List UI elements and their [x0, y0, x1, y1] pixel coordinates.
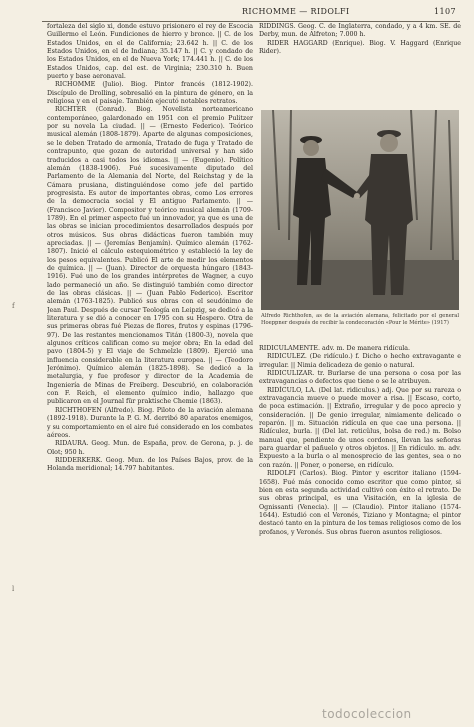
entry-paragraph: RIDAURA. Geog. Mun. de España, prov. de Gerona, p. j. de Olot; 950 h. — [47, 440, 253, 456]
running-title: RICHOMME — RIDOLFI — [242, 7, 350, 16]
officers-photo-image — [261, 110, 459, 310]
entry-paragraph: RICHOMME (Julio). Biog. Pintor francés (1812-1902). Discípulo de Drolling, sobresalió en la pintura de género, en la religiosa y en el paisaje. También ejecutó notables retratos. — [47, 81, 253, 106]
entry-paragraph: RIDDINGS. Geog. C. de Inglaterra, condado, y a 4 km. SE. de Derby, mun. de Alfreton; 7.000 h. — [259, 23, 461, 39]
margin-mark: f — [12, 302, 15, 310]
watermark-logo: todocoleccion — [322, 707, 412, 721]
right-column-top — [259, 23, 461, 109]
entry-paragraph: RICHTER (Conrad). Biog. Novelista norteamericano contemporáneo, galardonado en 1951 con el premio Pulitzer por su novela La ciudad. || — (Ernesto Federico). Teórico musical alemán (1808-1879). Aparte de algunas composiciones, se le deben Tratado de armonía, Tratado de fuga y Tratado de contrapunto, que gozan de autoridad universal y han sido traducidos a casi todos los idiomas. || — (Eugenio). Político alemán (1838-1906). Fué sucesivamente diputado del Parlamento de la Alemania del Norte, del Reichstag y de la Cámara prusiana, distinguiéndose como jefe del partido progresista. Es autor de importantes obras, como Los errores de la democracia social y El antiguo Parlamento. || — (Francisco Javier). Compositor y teórico musical alemán (1709-1789). En el primer aspecto fué un innovador, ya que es una de las obras se inician procedimientos desarrollados después por otros músicos. Sus obras didácticas fueron también muy apreciadas. || — (Jeremías Benjamín). Químico alemán (1762-1807). Inició el cálculo estequiométrico y estableció la ley de los pesos equivalentes. Publicó El arte de medir los elementos de química. || — (Juan). Director de orquesta húngaro (1843-1916). Fué uno de los grandes intérpretes de Wagner, a cuyo lado permaneció un año. Se distinguió también como director de las obras clásicas. || — (Juan Pablo Federico). Escritor alemán (1763-1825). Publicó sus obras con el seudónimo de Jean Paul. Después de cursar Teología en Leipzig, se dedicó a la literatura y se dió a conocer en 1795 con su Hespero. Otra de sus primeras obras fué Piezas de flores, frutos y espinas (1796-97). De las restantes mencionamos Titán (1800-3), novela que algunos críticos califican como su mejor obra; En la edad del pavo (1804-5) y El viaje de Schmelzle (1809). Ejerció una influencia considerable en la literatura europea. || — (Teodoro Jerónimo). Químico alemán (1825-1898). Se dedicó a la metalurgia, y fue profesor y director de la Academia de Ingeniería de Minas de Freiberg. Descubrió, en colaboración con F. Reich, el elemento químico indio, hallazgo que publicaron en el Journal für praktische Chemie (1863). — [47, 106, 253, 406]
right-column-bottom — [259, 345, 461, 705]
margin-mark: l — [12, 585, 15, 593]
photo-caption: Alfredo Richthofen, as de la aviación alemana, felicitado por el general Hoeppner después de recibir la condecoración «Pour le Mérite» (1917) — [261, 313, 459, 326]
entry-paragraph: RIDÍCULO, LA. (Del lat. ridiculus.) adj. Que por su rareza o extravagancia mueve o puede mover a risa. || Escaso, corto, de poca estimación. || Extraño, irregular y de poco aprecio y consideración. || De genio irregular, nimiamente delicado o reparón. || m. Situación ridícula en que cae una persona. || Ridículez, burla. || (Del lat. reticŭlus, bolsa de red.) m. Bolso manual que, pendiente de unos cordones, llevan las señoras para guardar el pañuelo y otros objetos. || En ridículo. m. adv. Expuesto a la burla o al menosprecio de las gentes, sea o no con razón. || Poner, o ponerse, en ridículo. — [259, 386, 461, 469]
entry-paragraph: RIDDERKERK. Geog. Mun. de los Países Bajos, prov. de la Holanda meridional; 14.797 habitantes. — [47, 456, 253, 473]
page-number: 1107 — [434, 7, 456, 16]
entry-paragraph: RIDER HAGGARD (Enrique). Biog. V. Haggard (Enrique Rider). — [259, 39, 461, 56]
left-column — [47, 23, 253, 705]
photograph — [261, 110, 459, 310]
entry-paragraph: RIDICULIZAR. tr. Burlarse de una persona o cosa por las extravagancias o defectos que tiene o se le atribuyen. — [259, 370, 461, 386]
entry-paragraph: fortaleza del siglo xi, donde estuvo prisionero el rey de Escocia Guillermo el León. Fundiciones de hierro y bronce. || C. de los Estados Unidos, en el de California; 23.642 h. || C. de los Estados Unidos, en el de Indiana; 35.147 h. || C. y condado de los Estados Unidos, en el de Nueva York; 174.441 h. || C. de los Estados Unidos, cap. del est. de Virginia; 230.310 h. Buen puerto y base aeronaval. — [47, 23, 253, 81]
header-rule — [42, 21, 460, 22]
entry-paragraph: RIDÍCULAMENTE. adv. m. De manera ridícula. — [259, 345, 411, 352]
page-header — [42, 6, 460, 20]
entry-paragraph: RIDOLFI (Carlos). Biog. Pintor y escritor italiano (1594-1658). Fué más conocido como escritor que como pintor, si bien en esta segunda actividad cultivó con éxito el retrato. De sus obras principal, es una Visitación, en la iglesia de Ognissanti (Venecia). || — (Claudio). Pintor italiano (1574-1644). Estudió con el Veronés, Tiziano y Montagna; el pintor destacó tanto en la pintura de los temas religiosos como de los profanos, y Veronés. Sus obras fueron asuntos religiosos. — [259, 470, 461, 536]
entry-paragraph: RIDICULEZ. (De ridículo.) f. Dicho o hecho extravagante e irregular. || Nimia delicadeza de genio o natural. — [259, 353, 461, 369]
entry-paragraph: RICHTHOFEN (Alfredo). Biog. Piloto de la aviación alemana (1892-1918). Durante la P. G. M. derribó 80 aparatos enemigos, y su comportamiento en el aire fué considerado en los combates aéreos. — [47, 406, 253, 439]
